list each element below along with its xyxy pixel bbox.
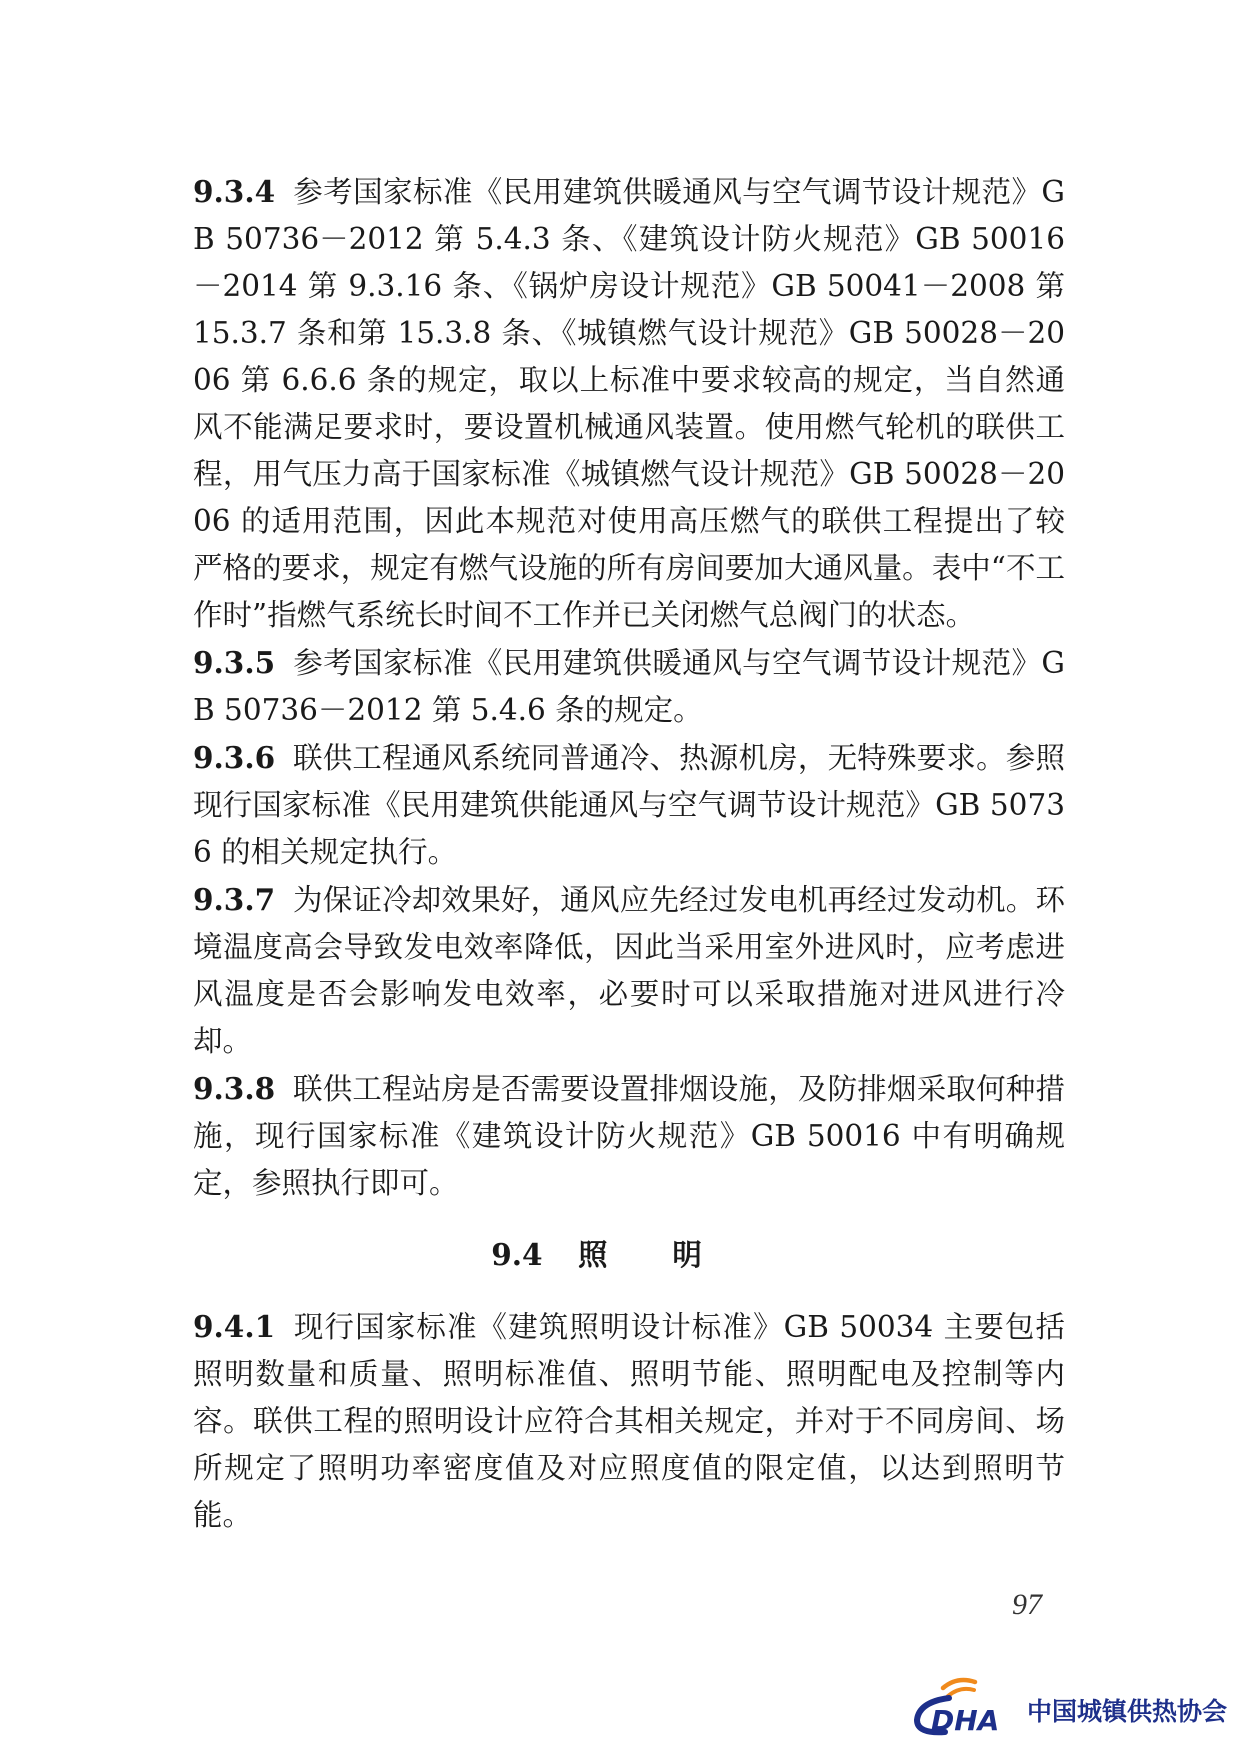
clause-9-3-7 [193, 876, 1065, 1065]
section-number: 9.4 [491, 1237, 543, 1272]
page-body [193, 168, 1065, 1539]
clause-text: 参考国家标准《民用建筑供暖通风与空气调节设计规范》GB 50736－2012 第 5.4.6 条的规定。 [193, 646, 1065, 727]
clause-number: 9.3.8 [193, 1071, 276, 1106]
clause-9-3-8 [193, 1065, 1065, 1207]
clause-text: 参考国家标准《民用建筑供暖通风与空气调节设计规范》GB 50736－2012 第 5.4.3 条、《建筑设计防火规范》GB 50016－2014 第 9.3.16 条、《锅炉房设计规范》GB 50041－2008 第 15.3.7 条和第 15.3.8 条、《城镇燃气设计规范》GB 50028－2006 第 6.6.6 条的规定，取以上标准中要求较高的规定，当自然通风不能满足要求时，要设置机械通风装置。使用燃气轮机的联供工程，用气压力高于国家标准《城镇燃气设计规范》GB 50028－2006 的适用范围，因此本规范对使用高压燃气的联供工程提出了较严格的要求，规定有燃气设施的所有房间要加大通风量。表中“不工作时”指燃气系统长时间不工作并已关闭燃气总阀门的状态。 [193, 175, 1065, 632]
clause-text: 联供工程站房是否需要设置排烟设施，及防排烟采取何种措施，现行国家标准《建筑设计防火规范》GB 50016 中有明确规定，参照执行即可。 [193, 1072, 1065, 1200]
clause-text: 现行国家标准《建筑照明设计标准》GB 50034 主要包括照明数量和质量、照明标准值、照明节能、照明配电及控制等内容。联供工程的照明设计应符合其相关规定，并对于不同房间、场所规定了照明功率密度值及对应照度值的限定值，以达到照明节能。 [193, 1310, 1065, 1532]
clause-9-3-6 [193, 734, 1065, 876]
clause-9-4-1 [193, 1303, 1065, 1539]
footer-logo [905, 1668, 1228, 1738]
section-title: 照明 [577, 1238, 767, 1272]
section-heading [193, 1231, 1065, 1279]
clause-9-3-4 [193, 168, 1065, 639]
dha-logo-icon [905, 1668, 1025, 1738]
clause-number: 9.3.6 [193, 740, 276, 775]
clause-number: 9.4.1 [193, 1309, 276, 1344]
clause-number: 9.3.5 [193, 645, 276, 680]
page-number: 97 [1012, 1588, 1042, 1621]
clause-9-3-5 [193, 639, 1065, 734]
clause-number: 9.3.7 [193, 882, 276, 917]
org-name: 中国城镇供热协会 [1027, 1697, 1228, 1726]
clause-text: 联供工程通风系统同普通冷、热源机房，无特殊要求。参照现行国家标准《民用建筑供能通风与空气调节设计规范》GB 50736 的相关规定执行。 [193, 741, 1065, 869]
clause-text: 为保证冷却效果好，通风应先经过发电机再经过发动机。环境温度高会导致发电效率降低，因此当采用室外进风时，应考虑进风温度是否会影响发电效率，必要时可以采取措施对进风进行冷却。 [193, 883, 1065, 1058]
clause-number: 9.3.4 [193, 174, 276, 209]
logo-letters: DHA [931, 1704, 1000, 1737]
